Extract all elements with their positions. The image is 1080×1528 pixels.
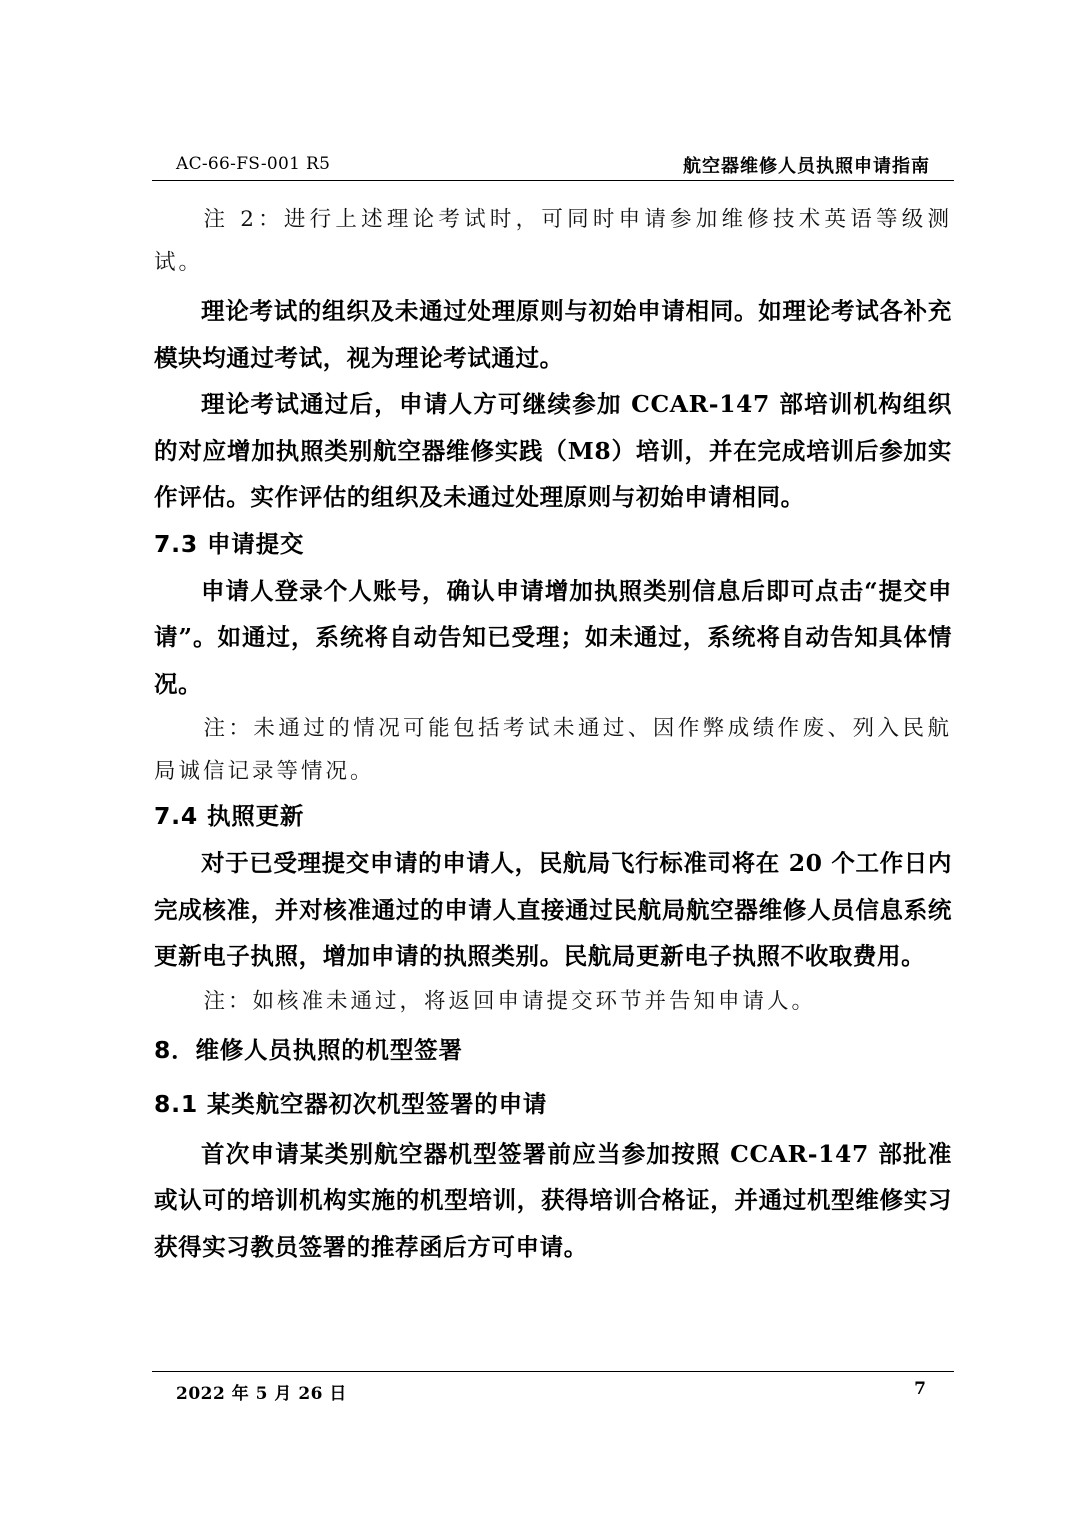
document-code: AC-66-FS-001 R5 — [176, 154, 331, 174]
section-heading-8-1: 8.1 某类航空器初次机型签署的申请 — [154, 1089, 548, 1118]
document-title: 航空器维修人员执照申请指南 — [683, 156, 930, 177]
page-number: 7 — [914, 1379, 926, 1399]
section-heading-8: 8．维修人员执照的机型签署 — [154, 1035, 463, 1064]
section-heading-7-3: 7.3 申请提交 — [154, 529, 305, 558]
footer-date: 2022 年 5 月 26 日 — [176, 1384, 347, 1404]
page-content — [154, 198, 952, 1270]
section-heading-7-4: 7.4 执照更新 — [154, 802, 305, 830]
paragraph-7-4: 对于已受理提交申请的申请人，民航局飞行标准司将在 20 个工作日内完成核准，并对核准通过的申请人直接通过民航局航空器维修人员信息系统更新电子执照，增加申请的执照类别。民航局更新电子执照不收取费用。 — [154, 849, 952, 970]
paragraph-after-exam: 理论考试通过后，申请人方可继续参加 CCAR-147 部培训机构组织的对应增加执照类别航空器维修实践（M8）培训，并在完成培训后参加实作评估。实作评估的组织及未通过处理原则与初始申请相同。 — [154, 390, 952, 511]
paragraph-exam-organization: 理论考试的组织及未通过处理原则与初始申请相同。如理论考试各补充模块均通过考试，视为理论考试通过。 — [154, 297, 952, 372]
paragraph-8-1: 首次申请某类别航空器机型签署前应当参加按照 CCAR-147 部批准或认可的培训机构实施的机型培训，获得培训合格证，并通过机型维修实习获得实习教员签署的推荐函后方可申请。 — [154, 1139, 952, 1261]
note-exam: 注 2：进行上述理论考试时，可同时申请参加维修技术英语等级测试。 — [154, 207, 952, 275]
page-header — [152, 150, 954, 181]
note-7-3: 注：未通过的情况可能包括考试未通过、因作弊成绩作废、列入民航局诚信记录等情况。 — [154, 716, 952, 784]
page-footer — [152, 1371, 954, 1402]
note-7-4: 注：如核准未通过，将返回申请提交环节并告知申请人。 — [203, 988, 816, 1014]
paragraph-7-3: 申请人登录个人账号，确认申请增加执照类别信息后即可点击“提交申请”。如通过，系统将自动告知已受理；如未通过，系统将自动告知具体情况。 — [154, 576, 952, 698]
